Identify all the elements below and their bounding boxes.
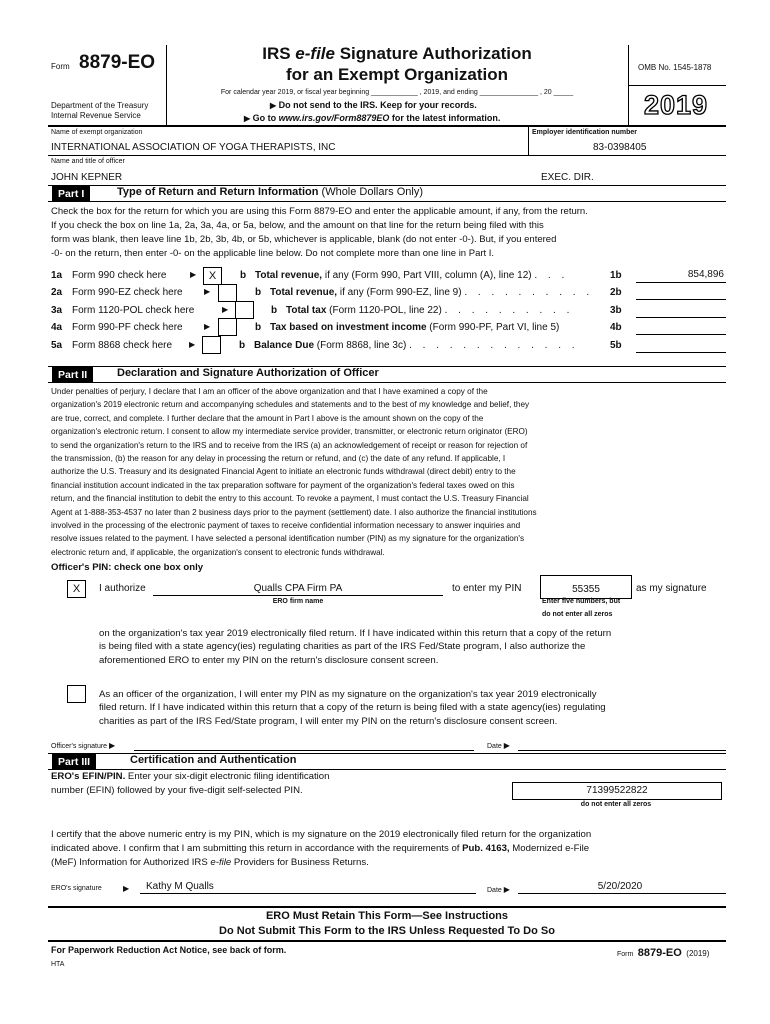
- retain-notice: ERO Must Retain This Form—See Instructions: [265, 910, 509, 922]
- efin-pin-value[interactable]: 71399522822: [512, 782, 722, 800]
- line-5b-desc: Balance Due (Form 8868, line 3c) . . . . . . . . . . . . .: [254, 340, 579, 351]
- line-4b-desc: Tax based on investment income (Form 990-PF, Part VI, line 5): [270, 322, 560, 333]
- ero-firm-value[interactable]: Qualls CPA Firm PA: [253, 583, 343, 594]
- calendar-year-line: For calendar year 2019, or fiscal year beginning ____________ , 2019, and ending _______________ , 20 _____: [220, 89, 574, 96]
- opt1-text-line: aforementioned ERO to enter my PIN on the return's disclosure consent screen.: [99, 654, 439, 666]
- line-2b-ref: 2b: [610, 287, 622, 298]
- declaration-line: to send the organization's return to the IRS and to receive from the IRS (a) an acknowledgement of receipt or reason for rejection of: [51, 440, 528, 450]
- pin-value[interactable]: 55355: [540, 575, 632, 599]
- ero-firm-caption: ERO firm name: [272, 598, 324, 605]
- line-2a-checkbox[interactable]: [218, 284, 237, 302]
- line-4a-label: Form 990-PF check here: [72, 322, 183, 333]
- line-5b-ref: 5b: [610, 340, 622, 351]
- certification-3: (MeF) Information for Authorized IRS e-file Providers for Business Returns.: [51, 857, 369, 868]
- footer-form-id: Form 8879-EO (2019): [617, 947, 710, 959]
- line-1b-letter: b: [240, 270, 247, 281]
- opt1-text-line: on the organization's tax year 2019 electronically filed return. If I have indicated within this return that a copy of the return: [99, 628, 612, 639]
- opt2-text: [99, 688, 729, 728]
- certification-1: I certify that the above numeric entry is my PIN, which is my signature on the 2019 electronically filed return for the organization: [51, 829, 592, 840]
- opt2-checkbox[interactable]: [67, 685, 86, 703]
- line-1b-amount[interactable]: 854,896: [687, 269, 724, 280]
- declaration-line: electronic return and, if applicable, the organization's consent to electronic funds withdrawal.: [51, 547, 385, 557]
- line-4a-checkbox[interactable]: [218, 318, 237, 336]
- notice-do-not-send: ▶ Do not send to the IRS. Keep for your records.: [270, 100, 477, 110]
- arrow-icon: ▶: [190, 270, 197, 279]
- do-not-submit-notice: Do Not Submit This Form to the IRS Unless Requested To Do So: [219, 925, 555, 937]
- declaration-line: the transmission, (b) the reason for any delay in processing the return or refund, and (c) the date of any refund. If applicable, I: [51, 454, 506, 464]
- part1-tag: Part I: [52, 186, 90, 202]
- line-4b-letter: b: [255, 322, 262, 333]
- arrow-icon: ▶: [204, 322, 211, 331]
- opt2-text-line: filed return. If I have indicated within this return that a copy of the return is being filed with a state agency(ies) regulating: [99, 702, 606, 714]
- line-2b-letter: b: [255, 287, 262, 298]
- opt1-label: I authorize: [99, 583, 146, 594]
- line-3a-checkbox[interactable]: [235, 301, 254, 319]
- part2-tag: Part II: [52, 367, 93, 383]
- org-name-label: Name of exempt organization: [51, 129, 143, 136]
- line-5a-num: 5a: [51, 340, 63, 351]
- declaration-line: organization's electronic return. I consent to allow my intermediate service provider, transmitter, or electronic return originator (ERO): [51, 427, 528, 437]
- arrow-icon: ▶: [123, 884, 130, 893]
- opt2-text-line: As an officer of the organization, I will enter my PIN as my signature on the organization's tax year 2019 electronically: [99, 689, 597, 700]
- arrow-icon: ▶: [189, 340, 196, 349]
- notice-go-to: ▶ Go to www.irs.gov/Form8879EO for the latest information.: [244, 113, 501, 123]
- pin-note-1: Enter five numbers, but: [542, 598, 621, 605]
- declaration-line: organization's 2019 electronic return and accompanying schedules and statements and to the best of my knowledge and belief, they: [51, 400, 530, 410]
- omb-number: OMB No. 1545-1878: [638, 63, 712, 72]
- form-title-line2: for an Exempt Organization: [286, 65, 508, 84]
- declaration-text: [51, 385, 731, 559]
- arrow-icon: ▶: [109, 741, 116, 750]
- opt2-text-line: charities as part of the IRS Fed/State program, I will enter my PIN on the return's disclosure consent screen.: [99, 715, 558, 727]
- certification-2: indicated above. I confirm that I am submitting this return in accordance with the requirements of Pub. 4163, Modernized e-File: [51, 843, 590, 854]
- declaration-line: financial institution account indicated in the tax preparation software for payment of the organization's federal taxes owed on this: [51, 480, 515, 490]
- part2-title: Declaration and Signature Authorization of Officer: [117, 367, 379, 379]
- line-1b-desc: Total revenue, if any (Form 990, Part VIII, column (A), line 12) . . .: [255, 270, 569, 281]
- part3-tag: Part III: [52, 754, 96, 770]
- line-1a-label: Form 990 check here: [72, 270, 167, 281]
- form-label: Form: [51, 62, 70, 71]
- part1-intro-2: If you check the box on line 1a, 2a, 3a, 4a, or 5a, below, and the amount on that line for the return being filed with this: [51, 220, 544, 231]
- officer-title-value[interactable]: EXEC. DIR.: [541, 172, 594, 183]
- line-1a-checkbox[interactable]: X: [203, 267, 222, 285]
- line-2a-num: 2a: [51, 287, 63, 298]
- line-2b-desc: Total revenue, if any (Form 990-EZ, line 9) . . . . . . . . . .: [270, 287, 594, 298]
- line-3a-label: Form 1120-POL check here: [72, 305, 195, 316]
- part1-intro-1: Check the box for the return for which you are using this Form 8879-EO and enter the applicable amount, if any, from the return.: [51, 206, 588, 217]
- officer-name-value[interactable]: JOHN KEPNER: [51, 172, 123, 183]
- ero-signature-value[interactable]: Kathy M Qualls: [146, 881, 214, 892]
- paperwork-notice: For Paperwork Reduction Act Notice, see back of form.: [51, 945, 287, 955]
- officer-date-label: Date ▶: [487, 741, 510, 750]
- line-4a-num: 4a: [51, 322, 63, 333]
- declaration-line: Agent at 1-888-353-4537 no later than 2 business days prior to the payment (settlement) date. I also authorize the financial institutions: [51, 507, 537, 517]
- as-my-signature: as my signature: [636, 583, 707, 594]
- line-4b-ref: 4b: [610, 322, 622, 333]
- dept-irs: Internal Revenue Service: [51, 111, 141, 120]
- form-title-line1: IRS e-file Signature Authorization: [262, 44, 532, 63]
- efin-instructions-2: number (EFIN) followed by your five-digit self-selected PIN.: [51, 785, 303, 796]
- ero-date-label: Date ▶: [487, 885, 510, 894]
- line-3b-desc: Total tax (Form 1120-POL, line 22) . . . . . . . . . .: [286, 305, 574, 316]
- efin-instructions-1: ERO's EFIN/PIN. Enter your six-digit electronic filing identification: [51, 771, 330, 782]
- line-1a-num: 1a: [51, 270, 63, 281]
- officer-signature-label: Officer's signature ▶: [51, 741, 116, 750]
- pin-heading: Officer's PIN: check one box only: [51, 562, 204, 573]
- ein-value[interactable]: 83-0398405: [593, 142, 647, 153]
- declaration-line: involved in the processing of the electronic payment of taxes to receive confidential information necessary to answer inquiries and: [51, 521, 521, 531]
- line-5a-checkbox[interactable]: [202, 336, 221, 354]
- officer-label: Name and title of officer: [51, 158, 125, 165]
- declaration-line: are true, correct, and complete. I further declare that the amount in Part I above is the amount shown on the copy of the: [51, 413, 484, 423]
- hta-label: HTA: [51, 961, 65, 968]
- line-1b-ref: 1b: [610, 270, 622, 281]
- declaration-line: return, and the financial institution to debit the entry to this account. To revoke a payment, I must contact the U.S. Treasury Financial: [51, 494, 529, 504]
- opt1-text: [99, 627, 729, 667]
- part1-intro-4: -0- on the return, then enter -0- on the applicable line below. Do not complete more than one line in Part I.: [51, 248, 495, 259]
- ero-date-value[interactable]: 5/20/2020: [597, 881, 643, 892]
- line-3a-num: 3a: [51, 305, 63, 316]
- tax-year: 2019: [644, 90, 709, 120]
- efin-note: do not enter all zeros: [580, 801, 652, 808]
- line-5a-label: Form 8868 check here: [72, 340, 173, 351]
- line-3b-ref: 3b: [610, 305, 622, 316]
- opt1-text-line: is being filed with a state agency(ies) regulating charities as part of the IRS Fed/State program, I also authorize the: [99, 641, 586, 653]
- part1-title: Type of Return and Return Information (Whole Dollars Only): [117, 186, 423, 198]
- ero-signature-label: ERO's signature: [51, 885, 102, 892]
- declaration-line: authorize the U.S. Treasury and its designated Financial Agent to initiate an electronic funds withdrawal (direct debit) entry to the: [51, 467, 516, 477]
- arrow-icon: ▶: [222, 305, 229, 314]
- org-name-value[interactable]: INTERNATIONAL ASSOCIATION OF YOGA THERAPISTS, INC: [51, 142, 336, 153]
- declaration-line: resolve issues related to the payment. I have selected a personal identification number (PIN) as my signature for the organization's: [51, 534, 525, 544]
- part1-intro-3: form was blank, then leave line 1b, 2b, 3b, 4b, or 5b, whichever is applicable, blank (do not enter -0-). But, if you entered: [51, 234, 557, 245]
- line-2a-label: Form 990-EZ check here: [72, 287, 183, 298]
- part3-title: Certification and Authentication: [130, 754, 297, 766]
- to-enter-pin: to enter my PIN: [452, 583, 522, 594]
- ein-label: Employer identification number: [532, 129, 638, 136]
- dept-treasury: Department of the Treasury: [51, 101, 149, 110]
- arrow-icon: ▶: [204, 287, 211, 296]
- opt1-checkbox[interactable]: X: [67, 580, 86, 598]
- declaration-line: Under penalties of perjury, I declare that I am an officer of the above organization and that I have examined a copy of the: [51, 387, 488, 396]
- form-number: 8879-EO: [79, 52, 156, 73]
- line-5b-letter: b: [239, 340, 246, 351]
- line-3b-letter: b: [271, 305, 278, 316]
- pin-note-2: do not enter all zeros: [542, 611, 613, 618]
